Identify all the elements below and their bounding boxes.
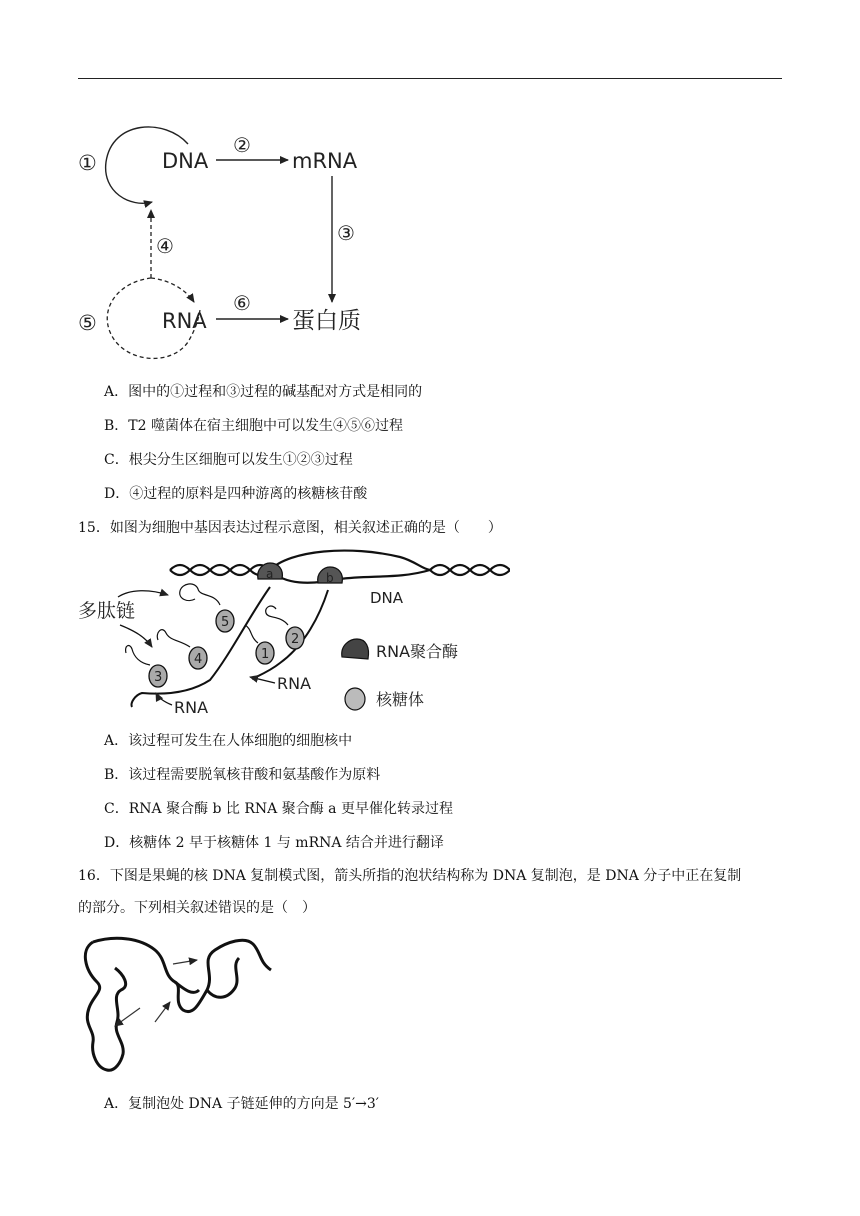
ribosome-5-label: 5 [221,615,230,630]
protein-label: 蛋白质 [292,308,361,334]
legend-polymerase-label: RNA聚合酶 [376,642,459,661]
q15-option-b[interactable]: B．该过程需要脱氧核苷酸和氨基酸作为原料 [104,767,381,783]
dna-label: DNA [370,589,404,607]
gene-expression-diagram [70,545,510,725]
q15-option-c[interactable]: C．RNA 聚合酶 b 比 RNA 聚合酶 a 更早催化转录过程 [104,801,453,817]
ribosome-2-label: 2 [291,632,300,647]
central-dogma-diagram [70,110,380,375]
bubble-arrow-1 [173,960,197,964]
legend-ribosome-icon [345,688,365,710]
dna-replication-bubble-diagram [75,930,275,1080]
circ-5-label: ⑤ [78,311,97,335]
q15-option-d[interactable]: D．核糖体 2 早于核糖体 1 与 mRNA 结合并进行翻译 [104,835,444,851]
polypeptide-label: 多肽链 [78,600,136,622]
rna-label-left: RNA [174,698,209,717]
polypeptide-chain-a [180,584,220,605]
ribosome-4-label: 4 [194,652,203,667]
dna-thick-strand [93,938,271,1011]
rna-label: RNA [162,309,207,333]
rna-label-right: RNA [277,674,312,693]
circ-3-label: ③ [337,221,355,245]
q15-stem: 15．如图为细胞中基因表达过程示意图，相关叙述正确的是（ ） [78,520,502,536]
polypeptide-chain-d [266,606,288,625]
q16-option-a[interactable]: A．复制泡处 DNA 子链延伸的方向是 5′→3′ [104,1096,379,1112]
dna-label: DNA [162,149,209,173]
circ-6-label: ⑥ [233,291,251,315]
bubble-arrow-3 [155,1002,170,1022]
q15-option-a[interactable]: A．该过程可发生在人体细胞的细胞核中 [104,733,353,749]
circ-2-label: ② [233,133,251,157]
q14-option-c[interactable]: C．根尖分生区细胞可以发生①②③过程 [104,452,353,468]
header-rule [78,78,782,79]
circ-4-label: ④ [156,234,174,258]
ribosome-1-label: 1 [261,647,270,662]
polymerase-a-label: a [266,567,274,581]
dna-bubble-strand [85,942,125,1070]
q16-stem-line1: 16．下图是果蝇的核 DNA 复制模式图，箭头所指的泡状结构称为 DNA 复制泡，是 DNA 分子中正在复制 [78,868,742,884]
polymerase-b-label: b [326,571,334,585]
ribosome-3-label: 3 [154,670,163,685]
polypeptide-chain-e [245,625,258,643]
legend-ribosome-label: 核糖体 [376,690,425,709]
q14-option-d[interactable]: D．④过程的原料是四种游离的核糖核苷酸 [104,486,368,502]
mrna-label: mRNA [292,149,358,173]
q16-stem-line2: 的部分。下列相关叙述错误的是（ ） [78,900,316,916]
q14-option-b[interactable]: B．T2 噬菌体在宿主细胞中可以发生④⑤⑥过程 [104,418,403,434]
q14-option-a[interactable]: A．图中的①过程和③过程的碱基配对方式是相同的 [104,384,423,400]
polypeptide-chain-c [126,646,150,665]
polypeptide-chain-b [157,630,190,647]
legend-polymerase-icon [342,639,369,659]
q16-stem [78,866,788,918]
circ-1-label: ① [78,151,97,175]
